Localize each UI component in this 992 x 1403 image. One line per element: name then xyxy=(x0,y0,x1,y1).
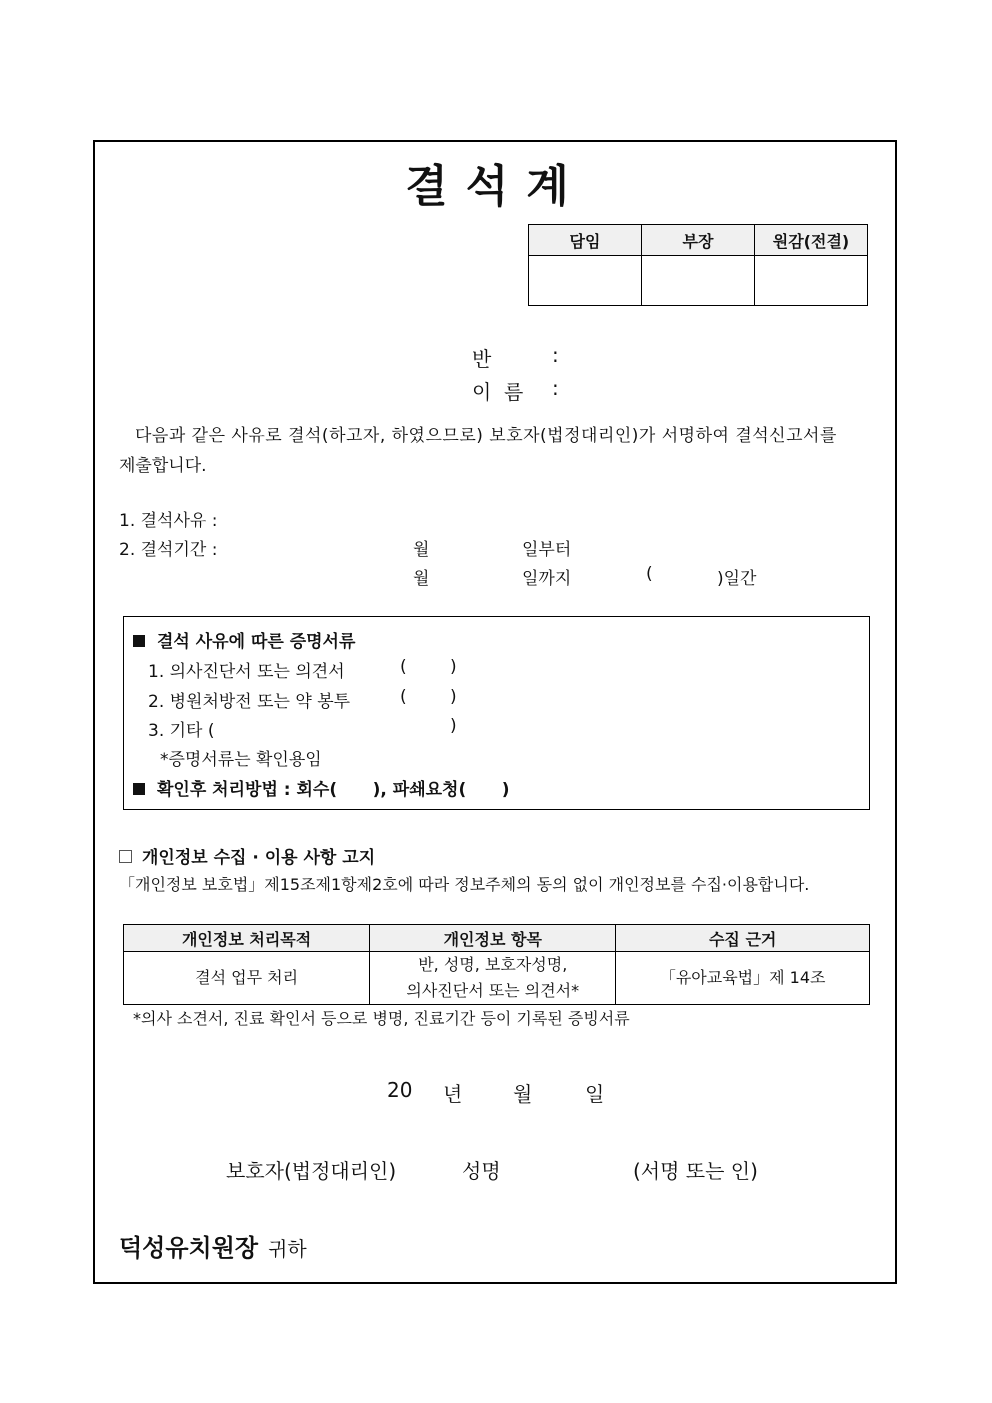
approval-header-homeroom: 담임 xyxy=(529,225,642,256)
proof-item-1: 1. 의사진단서 또는 의견서 xyxy=(148,662,345,682)
privacy-footnote: *의사 소견서, 진료 확인서 등으로 병명, 진료기간 등이 기록된 증빙서류 xyxy=(133,1009,630,1028)
name-label: 이 름 xyxy=(472,380,524,404)
privacy-law-text: 「개인정보 보호법」제15조제1항제2호에 따라 정보주체의 동의 없이 개인정보를 수집·이용합니다. xyxy=(119,875,810,894)
absence-reason-field[interactable] xyxy=(240,506,840,530)
privacy-header-basis: 수집 근거 xyxy=(616,925,870,952)
privacy-header-items: 개인정보 항목 xyxy=(370,925,616,952)
date-year-prefix: 20 xyxy=(387,1078,413,1102)
approval-sign-homeroom[interactable] xyxy=(529,256,642,306)
proof-note: *증명서류는 확인용임 xyxy=(160,750,322,770)
privacy-heading: 개인정보 수집 · 이용 사항 고지 xyxy=(119,843,375,868)
guardian-name-field[interactable] xyxy=(525,1155,625,1183)
guardian-label: 보호자(법정대리인) xyxy=(226,1159,397,1183)
date-year: 년 xyxy=(443,1082,463,1106)
period-days-label: )일간 xyxy=(717,569,757,589)
name-colon: : xyxy=(552,376,559,400)
date-day: 일 xyxy=(585,1082,605,1106)
name-field[interactable] xyxy=(572,376,792,402)
guardian-sign-label: (서명 또는 인) xyxy=(633,1159,758,1183)
proof-item-2-open: ( xyxy=(400,687,407,707)
approval-sign-vice-principal[interactable] xyxy=(755,256,868,306)
period-end-day: 일까지 xyxy=(522,569,572,589)
period-start-month: 월 xyxy=(413,540,430,560)
approval-table xyxy=(528,224,868,306)
intro-line-1: 다음과 같은 사유로 결석(하고자, 하였으므로) 보호자(법정대리인)가 서명하여 결석신고서를 xyxy=(135,426,837,446)
proof-item-1-open: ( xyxy=(400,657,407,677)
form-title: 결석계 xyxy=(405,161,587,212)
checkbox-icon xyxy=(119,850,132,863)
approval-header-chief: 부장 xyxy=(642,225,755,256)
proof-item-1-close: ) xyxy=(450,657,457,677)
proof-method: 확인후 처리방법 : 회수( ), 파쇄요청( ) xyxy=(133,775,510,800)
proof-heading: 결석 사유에 따른 증명서류 xyxy=(133,627,355,652)
proof-item-2-close: ) xyxy=(450,687,457,707)
privacy-purpose-cell: 결석 업무 처리 xyxy=(124,952,370,1005)
proof-item-3: 3. 기타 ( xyxy=(148,721,215,741)
recipient-suffix: 귀하 xyxy=(268,1237,307,1261)
period-days-open: ( xyxy=(646,564,653,584)
approval-header-vice-principal: 원감(전결) xyxy=(755,225,868,256)
proof-item-3-close: ) xyxy=(450,716,457,736)
class-label: 반 xyxy=(472,347,492,371)
period-end-month: 월 xyxy=(413,569,430,589)
privacy-items-line-2: 의사진단서 또는 의견서* xyxy=(406,981,580,1000)
absence-reason-label: 1. 결석사유 : xyxy=(119,511,218,531)
recipient-name: 덕성유치원장 귀하 xyxy=(119,1234,307,1262)
privacy-table xyxy=(123,924,870,1005)
proof-item-2: 2. 병원처방전 또는 약 봉투 xyxy=(148,692,351,712)
absence-period-label: 2. 결석기간 : xyxy=(119,540,218,560)
class-colon: : xyxy=(552,343,559,367)
intro-line-2: 제출합니다. xyxy=(119,456,207,476)
period-start-day: 일부터 xyxy=(522,540,572,560)
privacy-header-purpose: 개인정보 처리목적 xyxy=(124,925,370,952)
square-bullet-icon xyxy=(133,635,145,647)
privacy-basis-cell: 「유아교육법」제 14조 xyxy=(616,952,870,1005)
privacy-items-cell xyxy=(370,952,616,1005)
guardian-name-label: 성명 xyxy=(462,1159,501,1183)
square-bullet-icon xyxy=(133,783,145,795)
date-month: 월 xyxy=(513,1082,533,1106)
privacy-items-line-1: 반, 성명, 보호자성명, xyxy=(418,955,568,974)
class-field[interactable] xyxy=(572,343,792,369)
approval-sign-chief[interactable] xyxy=(642,256,755,306)
